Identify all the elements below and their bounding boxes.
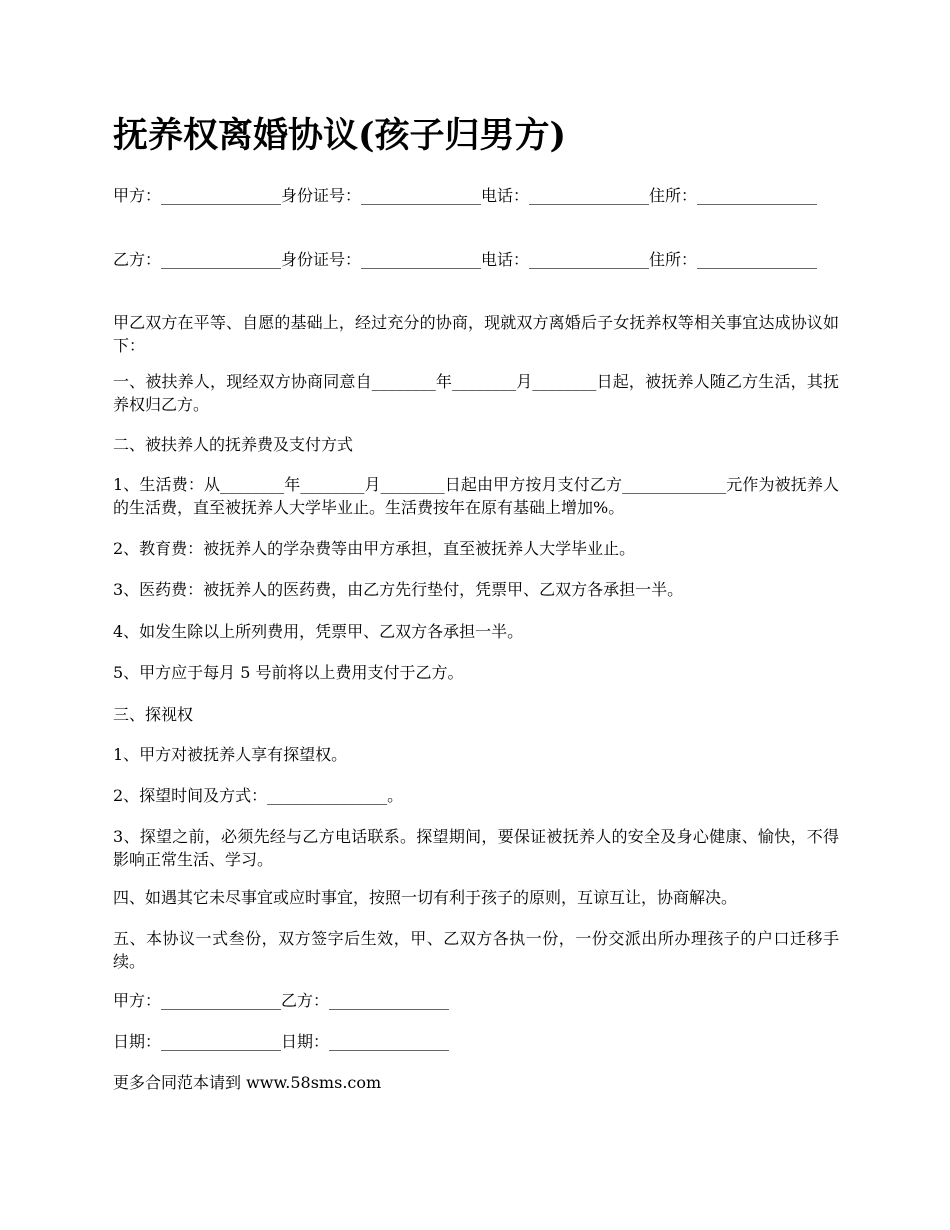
footer-website-note: 更多合同范本请到 www.58sms.com <box>113 1073 382 1092</box>
clause-2-heading: 二、被扶养人的抚养费及支付方式 <box>113 435 354 454</box>
party-a-info-line: 甲方：_______________身份证号：_______________电话：_______________住所：_______________ <box>113 186 818 205</box>
preamble-paragraph: 甲乙双方在平等、自愿的基础上，经过充分的协商，现就双方离婚后子女抚养权等相关事宜达成协议如下： <box>113 313 839 355</box>
clause-5-copies: 五、本协议一式叁份，双方签字后生效，甲、乙双方各执一份，一份交派出所办理孩子的户口迁移手续。 <box>113 929 839 971</box>
clause-3-heading: 三、探视权 <box>113 705 194 724</box>
clause-3-2-visitation-schedule: 2、探望时间及方式：_______________。 <box>113 786 404 805</box>
clause-2-3-medical-fees: 3、医药费：被抚养人的医药费，由乙方先行垫付，凭票甲、乙双方各承担一半。 <box>113 580 684 599</box>
clause-2-5-payment-date: 5、甲方应于每月 5 号前将以上费用支付于乙方。 <box>113 663 464 682</box>
party-b-info-line: 乙方：_______________身份证号：_______________电话：_______________住所：_______________ <box>113 250 818 269</box>
clause-4-other-matters: 四、如遇其它未尽事宜或应时事宜，按照一切有利于孩子的原则，互谅互让，协商解决。 <box>113 888 738 907</box>
date-line: 日期：_______________日期：_______________ <box>113 1032 450 1051</box>
document-title: 抚养权离婚协议(孩子归男方) <box>113 115 567 156</box>
clause-2-1-living-expenses: 1、生活费：从________年________月________日起由甲方按月支付乙方_____________元作为被抚养人的生活费，直至被抚养人大学毕业止。生活费按年在原有基础上增加%。 <box>113 475 839 517</box>
clause-2-2-education-fees: 2、教育费：被抚养人的学杂费等由甲方承担，直至被抚养人大学毕业止。 <box>113 539 636 558</box>
signature-line: 甲方：_______________乙方：_______________ <box>113 991 450 1010</box>
clause-3-3-visitation-conditions: 3、探望之前，必须先经与乙方电话联系。探望期间，要保证被抚养人的安全及身心健康、愉快，不得影响正常生活、学习。 <box>113 827 839 869</box>
clause-3-1-visitation-right: 1、甲方对被抚养人享有探望权。 <box>113 745 348 764</box>
clause-2-4-other-fees: 4、如发生除以上所列费用，凭票甲、乙双方各承担一半。 <box>113 622 524 641</box>
clause-1-custody: 一、被扶养人，现经双方协商同意自________年________月________日起，被抚养人随乙方生活，其抚养权归乙方。 <box>113 372 839 414</box>
